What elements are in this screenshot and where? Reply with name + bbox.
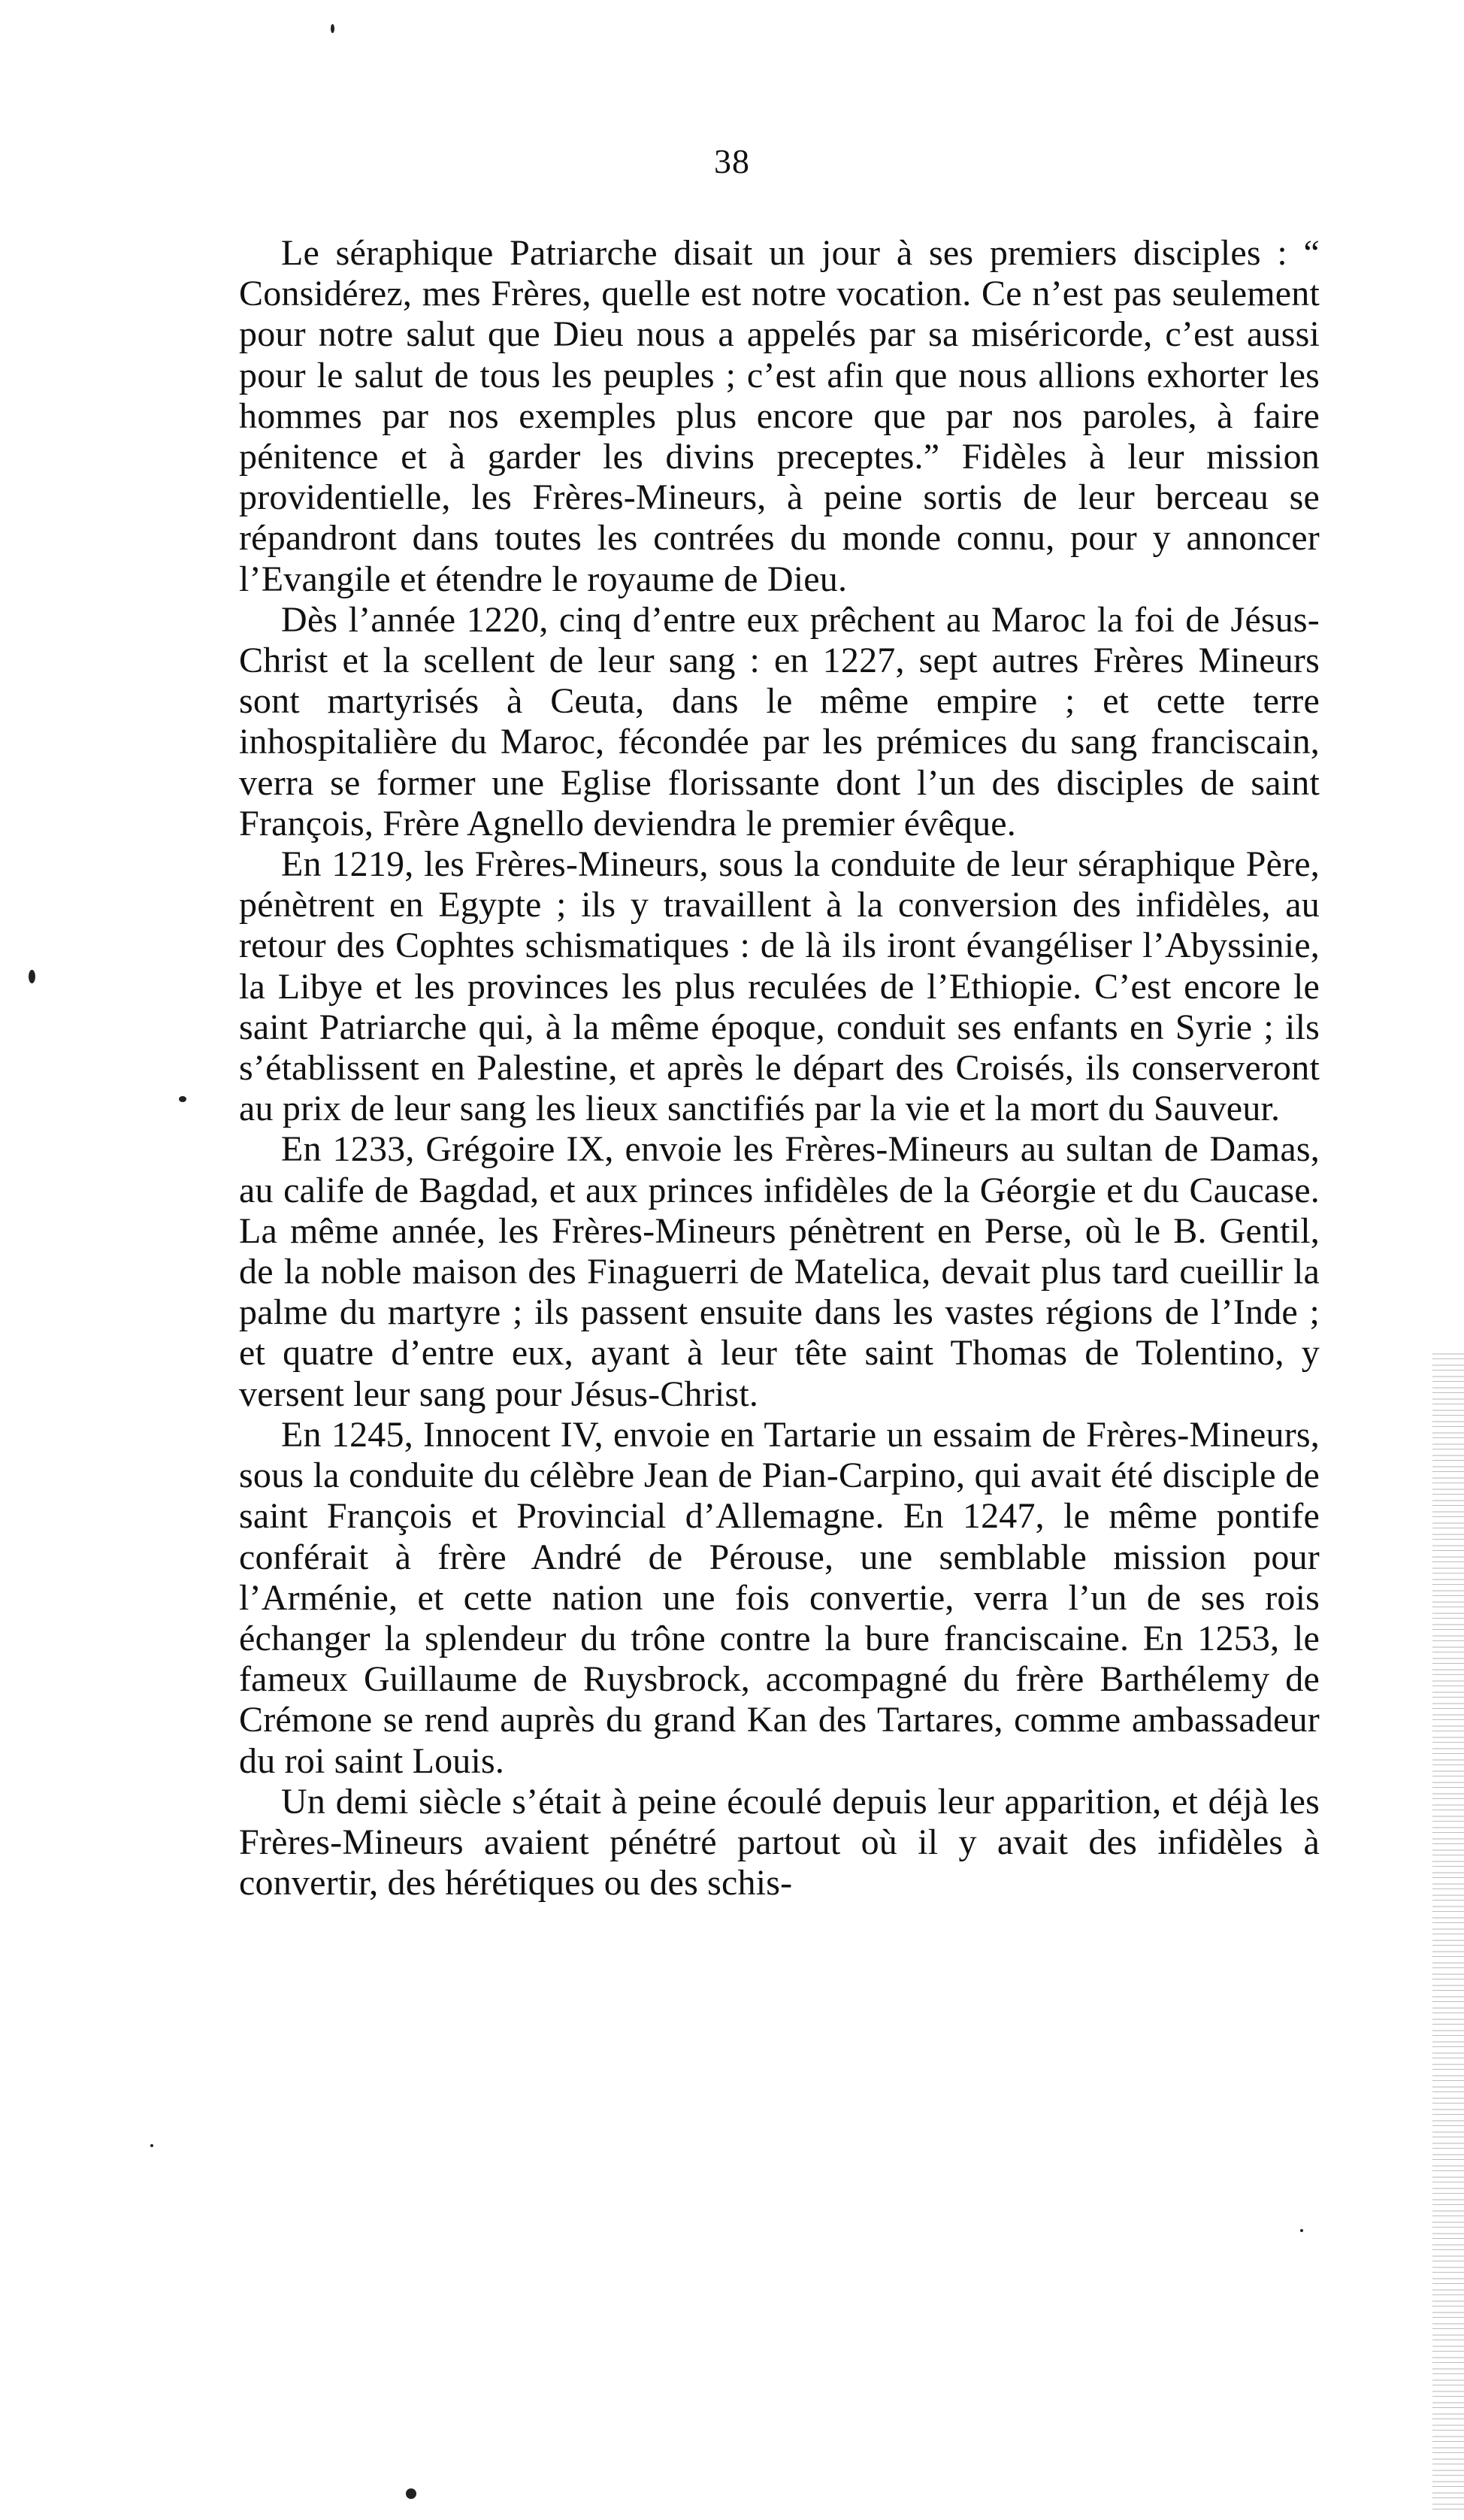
paragraph: En 1245, Innocent IV, envoie en Tartarie un essaim de Frères-Mineurs, sous la conduite du célèbre Jean de Pian-Carpino, qui avait été disciple de saint François et Provincial d’Allemagne. En 1247, le même pontife conférait à frère André de Pérouse, une semblable mission pour l’Arménie, et cette nation une fois convertie, verra l’un de ses rois échanger la splendeur du trône contre la bure franciscaine. En 1253, le fameux Guillaume de Ruysbrock, accompagné du frère Barthélemy de Crémone se rend auprès du grand Kan des Tartares, comme ambassadeur du roi saint Louis. bbox=[239, 1414, 1320, 1781]
scan-speck bbox=[1300, 2229, 1303, 2232]
scan-speck bbox=[331, 24, 334, 33]
paragraph: Un demi siècle s’était à peine écoulé depuis leur apparition, et déjà les Frères-Mineurs avaient pénétré partout où il y avait des infidèles à convertir, des hérétiques ou des schis- bbox=[239, 1781, 1320, 1904]
scan-speck bbox=[406, 2488, 416, 2499]
paragraph: Le séraphique Patriarche disait un jour à ses premiers disciples : “ Considérez, mes Frères, quelle est notre vocation. Ce n’est pas seulement pour notre salut que Dieu nous a appelés par sa miséricorde, c’est aussi pour le salut de tous les peuples ; c’est afin que nous allions exhorter les hommes par nos exemples plus encore que par nos paroles, à faire pénitence et à garder les divins preceptes.” Fidèles à leur mission providentielle, les Frères-Mineurs, à peine sortis de leur berceau se répandront dans toutes les contrées du monde connu, pour y annoncer l’Evangile et étendre le royaume de Dieu. bbox=[239, 233, 1320, 599]
paragraph: En 1233, Grégoire IX, envoie les Frères-Mineurs au sultan de Damas, au calife de Bagdad, et aux princes infidèles de la Géorgie et du Caucase. La même année, les Frères-Mineurs pénètrent en Perse, où le B. Gentil, de la noble maison des Finaguerri de Matelica, devait plus tard cueillir la palme du martyre ; ils passent ensuite dans les vastes régions de l’Inde ; et quatre d’entre eux, ayant à leur tête saint Thomas de Tolentino, y versent leur sang pour Jésus-Christ. bbox=[239, 1129, 1320, 1414]
paragraph: En 1219, les Frères-Mineurs, sous la conduite de leur séraphique Père, pénètrent en Egypte ; ils y travaillent à la conversion des infidèles, au retour des Cophtes schismatiques : de là ils iront évangéliser l’Abyssinie, la Libye et les provinces les plus reculées de l’Ethiopie. C’est encore le saint Patriarche qui, à la même époque, conduit ses enfants en Syrie ; ils s’établissent en Palestine, et après le départ des Croisés, ils conserveront au prix de leur sang les lieux sanctifiés par la vie et la mort du Sauveur. bbox=[239, 844, 1320, 1129]
scan-edge-noise bbox=[1432, 1353, 1464, 2511]
body-text bbox=[239, 233, 1320, 1904]
scan-speck bbox=[179, 1096, 186, 1102]
page-number: 38 bbox=[714, 142, 750, 180]
paragraph: Dès l’année 1220, cinq d’entre eux prêchent au Maroc la foi de Jésus-Christ et la scellent de leur sang : en 1227, sept autres Frères Mineurs sont martyrisés à Ceuta, dans le même empire ; et cette terre inhospitalière du Maroc, fécondée par les prémices du sang franciscain, verra se former une Eglise florissante dont l’un des disciples de saint François, Frère Agnello deviendra le premier évêque. bbox=[239, 599, 1320, 844]
scan-speck bbox=[150, 2144, 153, 2147]
scan-speck bbox=[29, 970, 35, 983]
